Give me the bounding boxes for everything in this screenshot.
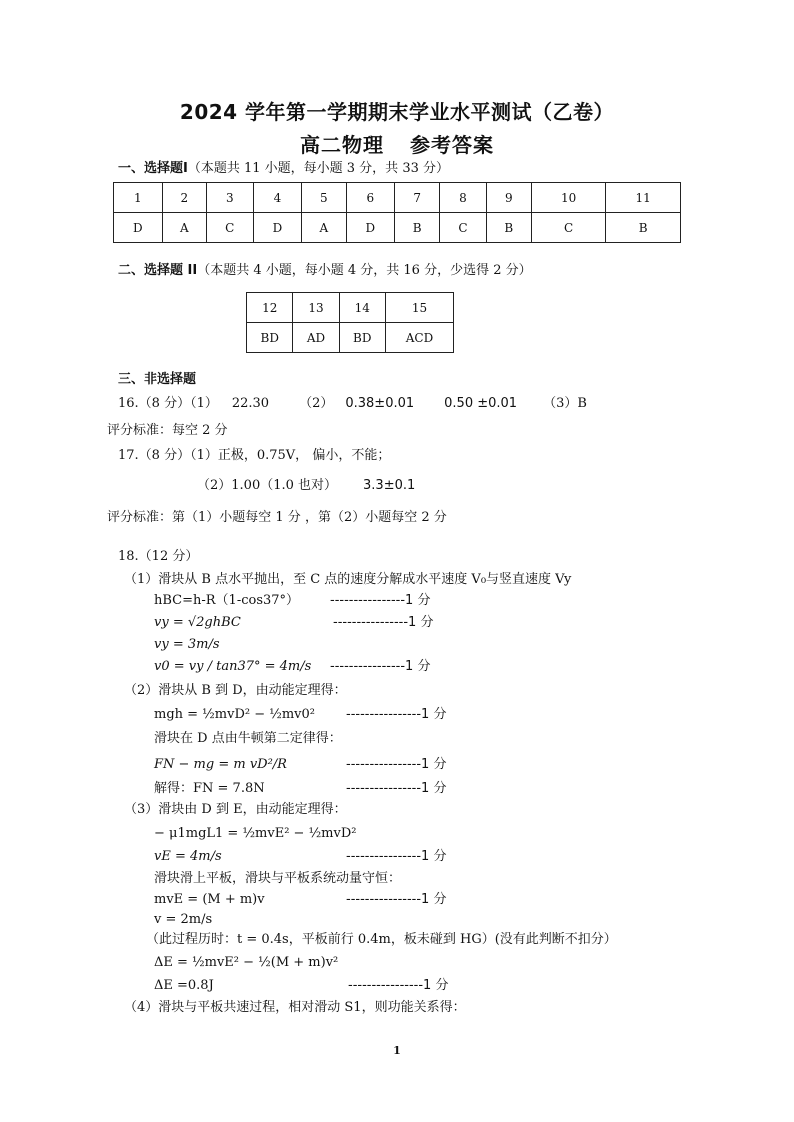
q18-p3-note: （此过程历时：t = 0.4s，平板前行 0.4m，板未碰到 HG）(没有此判断不扣分） [146,932,617,947]
table1-cell: B [606,213,681,243]
section2-note: （本题共 4 小题，每小题 4 分，共 16 分，少选得 2 分） [197,263,532,278]
q18-score-mark: ----------------1 分 [346,892,447,907]
table1-cell: 1 [114,183,163,213]
q16-prefix: 16.（8 分）（1） [118,396,218,411]
table1-cell: C [206,213,253,243]
section1-heading: 一、选择题I [118,161,188,176]
table2-cell: ACD [385,323,453,353]
section3-heading: 三、非选择题 [118,372,197,387]
table1-cell: B [486,213,531,243]
q18-score-mark: ----------------1 分 [346,707,447,722]
table1-cell: A [302,213,346,243]
document-subtitle [0,129,794,158]
q18-p2-text: 滑块在 D 点由牛顿第二定律得： [154,731,342,746]
q18-header: 18.（12 分） [118,549,199,564]
q16-part3: （3）B [543,396,587,411]
section2-title [118,262,532,280]
table1-cell: 10 [531,183,606,213]
answer-table-1 [113,182,681,243]
section1-note: （本题共 11 小题，每小题 3 分，共 33 分） [187,161,449,176]
q18-score-mark: ----------------1 分 [346,781,447,796]
q18-part1-intro: （1）滑块从 B 点水平抛出，至 C 点的速度分解成水平速度 V₀与竖直速度 Vy [124,572,572,587]
subtitle-answers: 参考答案 [410,133,494,157]
q18-part2-intro: （2）滑块从 B 到 D，由动能定理得： [124,683,347,698]
q16-part2-label: （2） [299,396,334,411]
section1-title [118,160,449,178]
section2-heading: 二、选择题 II [118,263,198,278]
table1-cell: 6 [346,183,395,213]
table2-cell: BD [247,323,293,353]
table1-cell: 2 [162,183,206,213]
table1-cell: D [346,213,395,243]
q18-p3-result: ΔE =0.8J [154,978,214,993]
table2-number-row [247,293,454,323]
q18-score-mark: ----------------1 分 [348,978,449,993]
q18-p1-eq1: hBC=h-R（1-cos37°） [154,593,300,608]
table1-cell: 9 [486,183,531,213]
q18-p1-eq2: vy = √2ghBC [154,615,241,630]
subtitle-subject: 高二物理 [300,133,384,157]
table1-cell: 5 [302,183,346,213]
q16-answer-1: 22.30 [231,396,270,411]
q18-score-mark: ----------------1 分 [346,849,447,864]
q16-criteria: 评分标准：每空 2 分 [107,423,228,438]
table2-cell: 14 [339,293,385,323]
q18-score-mark: ----------------1 分 [333,615,434,630]
q18-score-mark: ----------------1 分 [330,659,431,674]
q18-p3-eq4: v = 2m/s [154,912,213,927]
table1-cell: 8 [440,183,487,213]
q18-p3-eq5: ΔE = ½mvE² − ½(M + m)v² [154,955,339,970]
table1-answer-row [114,213,681,243]
table2-cell: 13 [293,293,339,323]
table1-cell: A [162,213,206,243]
q17-line-1: 17.（8 分）（1）正极，0.75V， 偏小，不能； [118,448,391,463]
q18-p3-eq3: mvE = (M + m)v [154,892,265,907]
q18-score-mark: ----------------1 分 [346,757,447,772]
q18-part3-intro: （3）滑块由 D 到 E，由动能定理得： [124,802,347,817]
page-number: 1 [393,1044,401,1057]
table1-cell: 3 [206,183,253,213]
answer-table-2 [246,292,454,353]
document-title: 2024 学年第一学期期末学业水平测试（乙卷） [179,100,615,124]
table2-answer-row [247,323,454,353]
q16-answer-line [118,395,587,413]
q18-p1-eq4: v0 = vy / tan37° = 4m/s [154,659,312,674]
q17-answer: 3.3±0.1 [363,478,416,493]
q16-answer-3: 0.50 ±0.01 [444,396,518,411]
q18-p2-result: 解得：FN = 7.8N [154,781,265,796]
q16-answer-2: 0.38±0.01 [345,396,415,411]
table1-cell: B [395,213,440,243]
table2-cell: BD [339,323,385,353]
table2-cell: 15 [385,293,453,323]
q18-p3-eq1: − μ1mgL1 = ½mvE² − ½mvD² [154,826,357,841]
q17-criteria: 评分标准：第（1）小题每空 1 分 ，第（2）小题每空 2 分 [107,510,447,525]
table1-cell: 7 [395,183,440,213]
table1-number-row [114,183,681,213]
table1-cell: D [253,213,302,243]
q18-p2-eq1: mgh = ½mvD² − ½mv0² [154,707,315,722]
q18-p3-text: 滑块滑上平板，滑块与平板系统动量守恒： [154,871,402,886]
q18-part4-intro: （4）滑块与平板共速过程，相对滑动 S1，则功能关系得： [124,1000,466,1015]
table1-cell: C [531,213,606,243]
table1-cell: C [440,213,487,243]
table1-cell: 11 [606,183,681,213]
q17-part2: （2）1.00（1.0 也对） [197,478,338,493]
table1-cell: 4 [253,183,302,213]
q18-p2-eq2: FN − mg = m vD²/R [154,757,287,772]
table1-cell: D [114,213,163,243]
q18-score-mark: ----------------1 分 [330,593,431,608]
q18-p3-eq2: vE = 4m/s [154,849,222,864]
table2-cell: AD [293,323,339,353]
q17-line-2 [197,477,415,495]
q18-p1-eq3: vy = 3m/s [154,637,220,652]
table2-cell: 12 [247,293,293,323]
